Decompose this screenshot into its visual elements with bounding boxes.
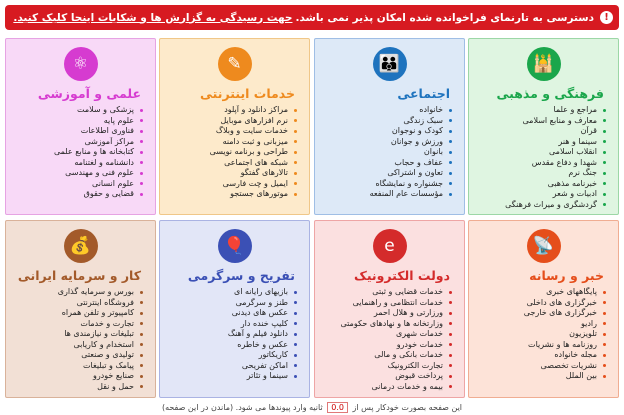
category-title-social[interactable]: اجتماعی — [397, 86, 450, 101]
category-link-item[interactable]: جشنواره و نمایشگاه — [319, 179, 452, 190]
category-title-business[interactable]: کار و سرمایه ایرانی — [17, 268, 141, 283]
category-link-item[interactable]: استخدام و کاریابی — [10, 340, 143, 351]
auto-redirect-notice — [0, 402, 624, 413]
category-card-culture — [468, 38, 619, 215]
category-link-item[interactable]: مراجع و علما — [473, 105, 606, 116]
category-link-item[interactable]: گردشگری و میراث فرهنگی — [473, 200, 606, 211]
category-link-item[interactable]: طراحی و برنامه نویسی — [164, 147, 297, 158]
category-link-item[interactable]: تعاون و اشتراکی — [319, 168, 452, 179]
category-card-egov — [314, 220, 465, 398]
category-link-item[interactable]: عکس و خاطره — [164, 340, 297, 351]
category-links — [473, 105, 606, 210]
category-link-item[interactable]: روزنامه ها و نشریات — [473, 340, 606, 351]
category-link-item[interactable]: صنایع خودرو — [10, 371, 143, 382]
category-link-item[interactable]: انقلاب اسلامی — [473, 147, 606, 158]
category-link-item[interactable]: کودک و نوجوان — [319, 126, 452, 137]
category-link-item[interactable]: اماکن تفریحی — [164, 361, 297, 372]
category-links — [164, 287, 297, 382]
category-link-item[interactable]: پایگاههای خبری — [473, 287, 606, 298]
category-link-item[interactable]: دانلود فیلم و آهنگ — [164, 329, 297, 340]
category-link-item[interactable]: فروشگاه اینترنتی — [10, 298, 143, 309]
error-banner — [5, 5, 619, 30]
category-link-item[interactable]: مؤسسات عام المنفعه — [319, 189, 452, 200]
category-link-item[interactable]: خبرگزاری های خارجی — [473, 308, 606, 319]
category-link-item[interactable]: شبکه های اجتماعی — [164, 158, 297, 169]
category-link-item[interactable]: خدمات انتظامی و راهنمایی — [319, 298, 452, 309]
category-link-item[interactable]: کلیپ خنده دار — [164, 319, 297, 330]
category-link-item[interactable]: بورس و سرمایه گذاری — [10, 287, 143, 298]
category-link-item[interactable]: تبلیغات و نیازمندی ها — [10, 329, 143, 340]
category-link-item[interactable]: مجله خانواده — [473, 350, 606, 361]
tools-icon: ✎ — [218, 47, 252, 81]
category-link-item[interactable]: خدمات قضایی و ثبتی — [319, 287, 452, 298]
category-links — [473, 287, 606, 382]
category-link-item[interactable]: سبک زندگی — [319, 116, 452, 127]
category-link-item[interactable]: قضایی و حقوق — [10, 189, 143, 200]
category-link-item[interactable]: ادبیات و شعر — [473, 189, 606, 200]
category-link-item[interactable]: مراکز دانلود و آپلود — [164, 105, 297, 116]
category-title-news[interactable]: خبر و رسانه — [529, 268, 604, 283]
category-link-item[interactable]: مراکز آموزشی — [10, 137, 143, 148]
category-link-item[interactable]: میزبانی و ثبت دامنه — [164, 137, 297, 148]
category-link-item[interactable]: جنگ نرم — [473, 168, 606, 179]
category-link-item[interactable]: ورزارتی و هلال احمر — [319, 308, 452, 319]
atom-icon: ⚛ — [64, 47, 98, 81]
category-title-fun[interactable]: تفریح و سرگرمی — [187, 268, 295, 283]
category-card-science — [5, 38, 156, 215]
category-link-item[interactable]: علوم فنی و مهندسی — [10, 168, 143, 179]
category-link-item[interactable]: تلویزیون — [473, 329, 606, 340]
category-link-item[interactable]: خدمات خودرو — [319, 340, 452, 351]
exclamation-icon: ! — [600, 11, 613, 24]
category-link-item[interactable]: بین الملل — [473, 371, 606, 382]
category-link-item[interactable]: موتورهای جستجو — [164, 189, 297, 200]
category-link-item[interactable]: تالارهای گفتگو — [164, 168, 297, 179]
report-complaint-link[interactable]: جهت رسیدگی به گزارش ها و شکایات اینجا کلیک کنید. — [13, 11, 293, 24]
category-link-item[interactable]: حمل و نقل — [10, 382, 143, 393]
footer-text-after[interactable]: ثانیه وارد پیوندها می شود. (ماندن در این صفحه) — [161, 403, 323, 412]
category-link-item[interactable]: خدمات بانکی و مالی — [319, 350, 452, 361]
category-card-news — [468, 220, 619, 398]
globe-e-icon: e — [373, 229, 407, 263]
category-card-fun — [159, 220, 310, 398]
satellite-dish-icon: 📡 — [527, 229, 561, 263]
category-link-item[interactable]: شهدا و دفاع مقدس — [473, 158, 606, 169]
countdown-seconds: 0.0 — [327, 402, 348, 413]
banner-text: دسترسی به تارنمای فراخوانده شده امکان پذیر نمی باشد. — [295, 11, 594, 24]
category-links — [10, 105, 143, 200]
category-link-item[interactable]: بیمه و خدمات درمانی — [319, 382, 452, 393]
category-link-item[interactable]: رادیو — [473, 319, 606, 330]
category-link-item[interactable]: قرآن — [473, 126, 606, 137]
category-link-item[interactable]: بازیهای رایانه ای — [164, 287, 297, 298]
category-link-item[interactable]: نرم افزارهای موبایل — [164, 116, 297, 127]
category-card-social — [314, 38, 465, 215]
category-link-item[interactable]: خدمات سایت و وبلاگ — [164, 126, 297, 137]
category-links — [164, 105, 297, 200]
money-bag-icon: 💰 — [64, 229, 98, 263]
category-link-item[interactable]: طنز و سرگرمی — [164, 298, 297, 309]
category-link-item[interactable]: خبرگزاری های داخلی — [473, 298, 606, 309]
category-link-item[interactable]: ایمیل و چت فارسی — [164, 179, 297, 190]
category-title-internet[interactable]: خدمات اینترنتی — [200, 86, 295, 101]
category-link-item[interactable]: پزشکی و سلامت — [10, 105, 143, 116]
footer-text-before: این صفحه بصورت خودکار پس از — [352, 403, 463, 412]
category-link-item[interactable]: پیامک و تبلیغات — [10, 361, 143, 372]
category-link-item[interactable]: علوم پایه — [10, 116, 143, 127]
category-link-item[interactable]: کامپیوتر و تلفن همراه — [10, 308, 143, 319]
category-link-item[interactable]: خدمات شهری — [319, 329, 452, 340]
category-link-item[interactable]: عفاف و حجاب — [319, 158, 452, 169]
category-link-item[interactable]: علوم انسانی — [10, 179, 143, 190]
category-link-item[interactable]: تجارت الکترونیک — [319, 361, 452, 372]
category-links — [10, 287, 143, 392]
category-link-item[interactable]: پرداخت قبوض — [319, 371, 452, 382]
balloons-icon: 🎈 — [218, 229, 252, 263]
category-links — [319, 105, 452, 200]
category-link-item[interactable]: دانشنامه و لغتنامه — [10, 158, 143, 169]
category-link-item[interactable]: ورزش و جوانان — [319, 137, 452, 148]
category-link-item[interactable]: فناوری اطلاعات — [10, 126, 143, 137]
category-link-item[interactable]: سینما و تئاتر — [164, 371, 297, 382]
category-link-item[interactable]: کتابخانه ها و منابع علمی — [10, 147, 143, 158]
category-link-item[interactable]: وزارتخانه ها و نهادهای حکومتی — [319, 319, 452, 330]
category-link-item[interactable]: خانواده — [319, 105, 452, 116]
category-link-item[interactable]: تجارت و خدمات — [10, 319, 143, 330]
category-card-business — [5, 220, 156, 398]
category-card-internet — [159, 38, 310, 215]
category-link-item[interactable]: سینما و هنر — [473, 137, 606, 148]
family-icon: 👪 — [373, 47, 407, 81]
category-link-item[interactable]: کاریکاتور — [164, 350, 297, 361]
category-link-item[interactable]: خبرنامه مذهبی — [473, 179, 606, 190]
category-title-science[interactable]: علمی و آموزشی — [37, 86, 141, 101]
category-links — [319, 287, 452, 392]
category-link-item[interactable]: عکس های دیدنی — [164, 308, 297, 319]
category-title-culture[interactable]: فرهنگی و مذهبی — [496, 86, 604, 101]
category-link-item[interactable]: بانوان — [319, 147, 452, 158]
category-link-item[interactable]: تولیدی و صنعتی — [10, 350, 143, 361]
category-link-item[interactable]: نشریات تخصصی — [473, 361, 606, 372]
category-title-egov[interactable]: دولت الکترونیک — [354, 268, 450, 283]
category-link-item[interactable]: معارف و منابع اسلامی — [473, 116, 606, 127]
mosque-icon: 🕌 — [527, 47, 561, 81]
